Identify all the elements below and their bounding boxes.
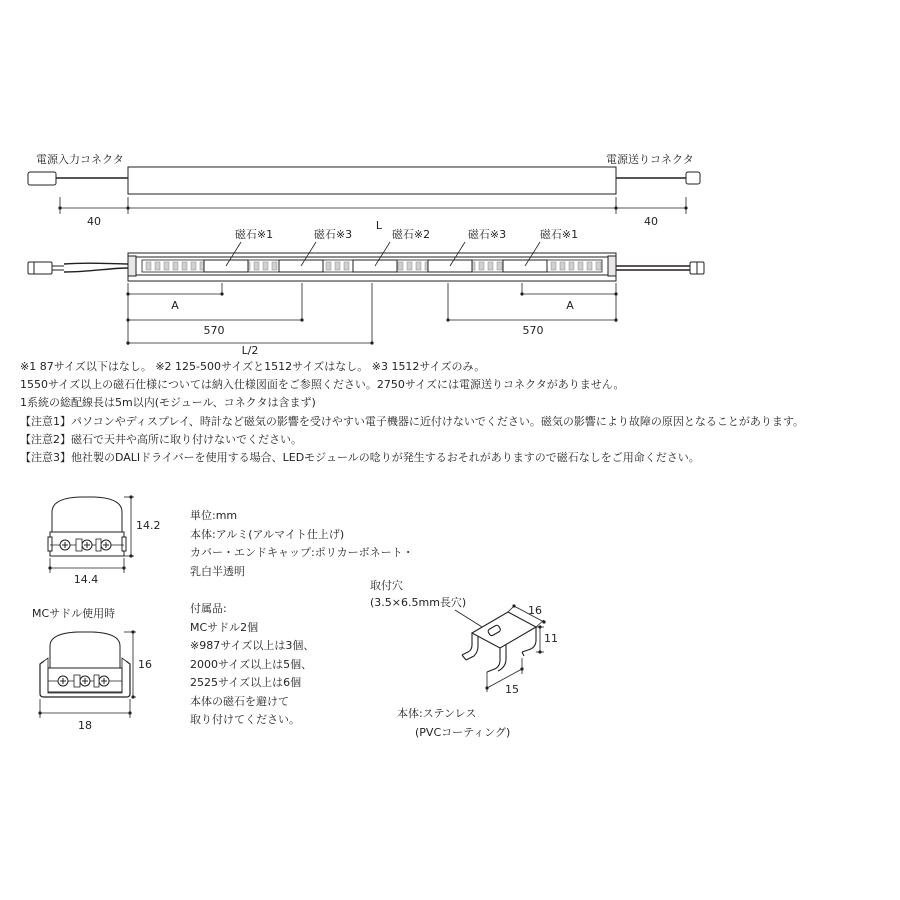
accessory-line-6: 本体の磁石を避けて — [190, 694, 289, 708]
led-chip — [263, 262, 268, 270]
led-chip — [335, 262, 340, 270]
section2-height: 16 — [138, 658, 152, 671]
led-chip — [191, 262, 196, 270]
cross-section-1 — [48, 497, 126, 556]
hole-size: (3.5×6.5mm長穴) — [370, 596, 467, 609]
dim-half-L: L/2 — [241, 344, 259, 357]
led-chip — [587, 262, 592, 270]
accessory-line-4: 2000サイズ以上は5個、 — [190, 657, 313, 671]
saddle-dim-16: 16 — [528, 604, 542, 617]
led-chip — [479, 262, 484, 270]
led-chip — [155, 262, 160, 270]
magnet-label-3: 磁石※2 — [391, 228, 431, 241]
dim-a-right: A — [566, 299, 574, 312]
spec-line-2: 本体:アルミ(アルマイト仕上げ) — [190, 527, 345, 541]
led-chip — [560, 262, 565, 270]
led-chip — [578, 262, 583, 270]
led-chip — [326, 262, 331, 270]
magnet-label-4: 磁石※3 — [467, 228, 507, 241]
input-connector-shape-2 — [28, 262, 52, 274]
spec-line-3: カバー・エンドキャップ:ポリカーボネート・ — [190, 546, 414, 559]
dim-left-40: 40 — [87, 215, 101, 228]
accessories-block — [190, 600, 314, 730]
note-line-3: 1系統の総配線長は5m以内(モジュール、コネクタは含まず) — [20, 396, 316, 410]
led-chip — [407, 262, 412, 270]
led-chip — [173, 262, 178, 270]
spec-block — [190, 507, 414, 581]
output-connector-shape — [686, 172, 700, 184]
led-chip — [497, 262, 502, 270]
accessory-line-7: 取り付けてください。 — [190, 713, 300, 726]
spec-line-4: 乳白半透明 — [190, 564, 245, 578]
accessory-line-1: 付属品: — [190, 602, 227, 615]
led-chip — [344, 262, 349, 270]
magnet-label-1: 磁石※1 — [234, 228, 274, 241]
note-line-2: 1550サイズ以上の磁石仕様については納入仕様図面をご参照ください。2750サイズには電源送りコネクタがありません。 — [20, 378, 625, 392]
saddle-dim-11: 11 — [544, 632, 558, 645]
led-chip — [272, 262, 277, 270]
led-chip — [416, 262, 421, 270]
led-chip — [164, 262, 169, 270]
section2-title: MCサドル使用時 — [32, 607, 116, 620]
dim-570-left: 570 — [203, 324, 225, 337]
notes-block — [20, 358, 890, 467]
dim-a-left: A — [171, 299, 179, 312]
dim-570-right: 570 — [522, 324, 544, 337]
cross-section-2 — [40, 632, 130, 697]
led-chip — [398, 262, 403, 270]
hole-label: 取付穴 — [370, 579, 403, 592]
saddle-dim-15: 15 — [505, 683, 519, 696]
saddle-coating: (PVCコーティング) — [415, 726, 511, 739]
spec-line-1: 単位:mm — [190, 509, 238, 522]
module-body-top — [128, 167, 616, 194]
magnet-label-5: 磁石※1 — [539, 228, 579, 241]
led-chip — [596, 262, 601, 270]
led-chip — [488, 262, 493, 270]
dim-length-L: L — [375, 219, 383, 232]
led-chip — [146, 262, 151, 270]
section1-width: 14.4 — [73, 573, 99, 586]
magnet-label-2: 磁石※3 — [313, 228, 353, 241]
saddle-material: 本体:ステンレス — [397, 707, 477, 720]
led-chip — [551, 262, 556, 270]
dim-right-40: 40 — [644, 215, 658, 228]
note-line-1: ※1 87サイズ以下はなし。 ※2 125-500サイズと1512サイズはなし。 ※3 1512サイズのみ。 — [20, 360, 486, 373]
led-chip — [254, 262, 259, 270]
accessory-line-5: 2525サイズ以上は6個 — [190, 676, 302, 689]
note-line-5: 【注意2】磁石で天井や高所に取り付けないでください。 — [20, 432, 302, 446]
note-line-4: 【注意1】パソコンやディスプレイ、時計など磁気の影響を受けやすい電子機器に近付けないでください。磁気の影響により故障の原因となることがあります。 — [20, 414, 805, 428]
output-connector-label: 電源送りコネクタ — [606, 153, 694, 166]
led-chip — [569, 262, 574, 270]
input-connector-shape — [28, 172, 56, 185]
accessory-line-3: ※987サイズ以上は3個、 — [190, 639, 315, 652]
top-view — [28, 167, 700, 214]
note-line-6: 【注意3】他社製のDALIドライバーを使用する場合、LEDモジュールの唸りが発生するおそれがありますので磁石なしをご用命ください。 — [20, 450, 700, 464]
input-connector-label: 電源入力コネクタ — [36, 153, 124, 166]
section1-height: 14.2 — [136, 519, 161, 532]
accessory-line-2: MCサドル2個 — [190, 620, 259, 634]
led-chip — [182, 262, 187, 270]
section2-width: 18 — [78, 719, 92, 732]
